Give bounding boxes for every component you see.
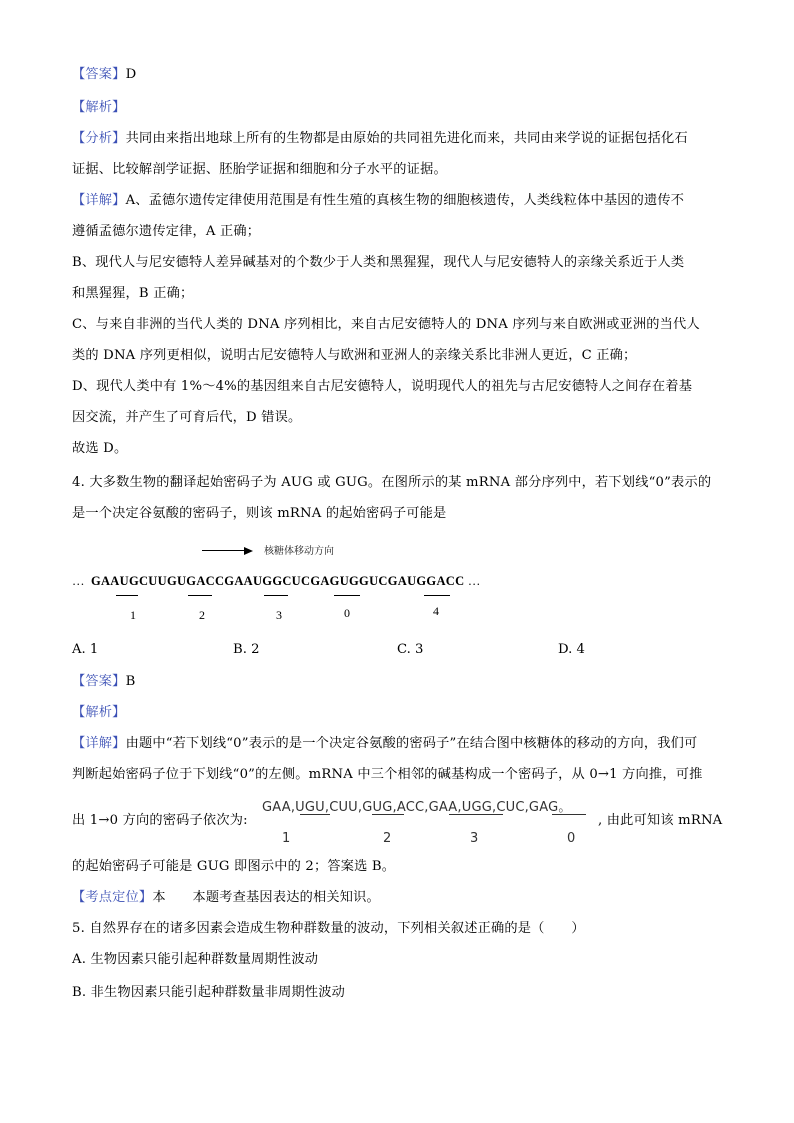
codon-underline-3	[449, 814, 503, 815]
paragraph-line: 和黑猩猩，B 正确；	[72, 286, 194, 301]
codon-sequence: GAA,UGU,CUU,GUG,ACC,GAA,UGG,CUC,GAG。	[262, 800, 572, 815]
paragraph-line: 的起始密码子可能是 GUG 即图示中的 2；答案选 B。	[72, 859, 396, 874]
mrna-figure	[72, 538, 532, 628]
codon-underline-2	[372, 814, 404, 815]
paragraph-line: 遵循孟德尔遗传定律，A 正确；	[72, 224, 261, 239]
codon-underline-0	[552, 814, 586, 815]
question-4-line: 是一个决定谷氨酸的密码子，则该 mRNA 的起始密码子可能是	[72, 506, 447, 521]
underline-3	[264, 595, 288, 596]
xiangjie-tag: 【详解】	[72, 193, 126, 208]
analysis-tag: 【解析】	[72, 100, 126, 115]
choice-d: D. 4	[558, 642, 585, 657]
label-1: 1	[130, 608, 136, 622]
answer-choices	[72, 641, 722, 659]
ribosome-direction-arrow	[202, 550, 246, 551]
underline-2	[188, 595, 212, 596]
question-5-line: 5. 自然界存在的诸多因素会造成生物种群数量的波动，下列相关叙述正确的是（ ）	[72, 921, 585, 936]
paragraph-line: 【详解】由题中“若下划线“0”表示的是一个决定谷氨酸的密码子”在结合图中核糖体的移动的方向，我们可	[72, 736, 698, 751]
choice-a: A. 1	[72, 642, 99, 657]
label-4: 4	[433, 604, 439, 618]
analysis-heading: 【解析】	[72, 705, 126, 720]
kaodian-tag: 【考点定位】	[72, 890, 153, 905]
choice-c: C. 3	[397, 642, 424, 657]
label-0: 0	[344, 606, 350, 620]
mrna-sequence	[72, 574, 483, 589]
question-5-option-a: A. 生物因素只能引起种群数量周期性波动	[72, 952, 319, 967]
sequence-prefix: …	[72, 574, 88, 588]
label-3: 3	[276, 608, 282, 622]
paragraph-line: 证据、比较解剖学证据、胚胎学证据和细胞和分子水平的证据。	[72, 162, 447, 177]
paragraph-line: 【详解】A、孟德尔遗传定律使用范围是有性生殖的真核生物的细胞核遗传，人类线粒体中基因的遗传不	[72, 193, 685, 208]
question-4-line: 4. 大多数生物的翻译起始密码子为 AUG 或 GUG。在图所示的某 mRNA 部分序列中，若下划线“0”表示的	[72, 475, 712, 490]
fenxi-tag: 【分析】	[72, 131, 126, 146]
sequence-suffix: …	[467, 574, 484, 588]
codon-figure	[262, 793, 602, 851]
question-5-option-b: B. 非生物因素只能引起种群数量非周期性波动	[72, 985, 346, 1000]
codon-label-1: 1	[282, 831, 291, 846]
label-2: 2	[199, 608, 205, 622]
analysis-heading	[72, 99, 722, 117]
underline-0	[334, 595, 360, 596]
answer-tag: 【答案】	[72, 67, 126, 82]
paragraph-line: 判断起始密码子位于下划线“0”的左侧。mRNA 中三个相邻的碱基构成一个密码子，从 0→1 方向推，可推	[72, 767, 703, 782]
choice-b: B. 2	[233, 642, 260, 657]
paragraph-line: 类的 DNA 序列更相似，说明古尼安德特人与欧洲和亚洲人的亲缘关系比非洲人更近，C 正确；	[72, 348, 637, 363]
codon-underline-1	[300, 814, 330, 815]
codon-label-0: 0	[567, 831, 576, 846]
codon-line-prefix: 出 1→0 方向的密码子依次为:	[72, 813, 248, 828]
paragraph-line: 故选 D。	[72, 441, 128, 456]
paragraph-line: D、现代人类中有 1%～4%的基因组来自古尼安德特人，说明现代人的祖先与古尼安德特人之间存在着基	[72, 379, 693, 394]
direction-label: 核糖体移动方向	[264, 546, 334, 557]
kaodian-line: 【考点定位】本 本题考查基因表达的相关知识。	[72, 890, 380, 905]
answer-line	[72, 66, 722, 84]
paragraph-line: C、与来自非洲的当代人类的 DNA 序列相比，来自古尼安德特人的 DNA 序列与来自欧洲或亚洲的当代人	[72, 317, 700, 332]
arrow-head-icon	[244, 547, 253, 555]
underline-1	[116, 595, 138, 596]
paragraph-line: B、现代人与尼安德特人差异碱基对的个数少于人类和黑猩猩，现代人与尼安德特人的亲缘关系近于人类	[72, 255, 685, 270]
paragraph-line: 因交流，并产生了可育后代，D 错误。	[72, 410, 302, 425]
paragraph-line: 【分析】共同由来指出地球上所有的生物都是由原始的共同祖先进化而来，共同由来学说的证据包括化石	[72, 131, 688, 146]
sequence-bases: GAAUGCUUGUGACCGAAUGGCUCGAGUGGUCGAUGGACC	[90, 574, 465, 588]
answer-line: 【答案】B	[72, 674, 136, 689]
codon-label-2: 2	[383, 831, 392, 846]
underline-4	[424, 595, 450, 596]
codon-line-suffix: , 由此可知该 mRNA	[598, 813, 723, 828]
codon-label-3: 3	[470, 831, 479, 846]
answer-text: D	[125, 67, 137, 82]
